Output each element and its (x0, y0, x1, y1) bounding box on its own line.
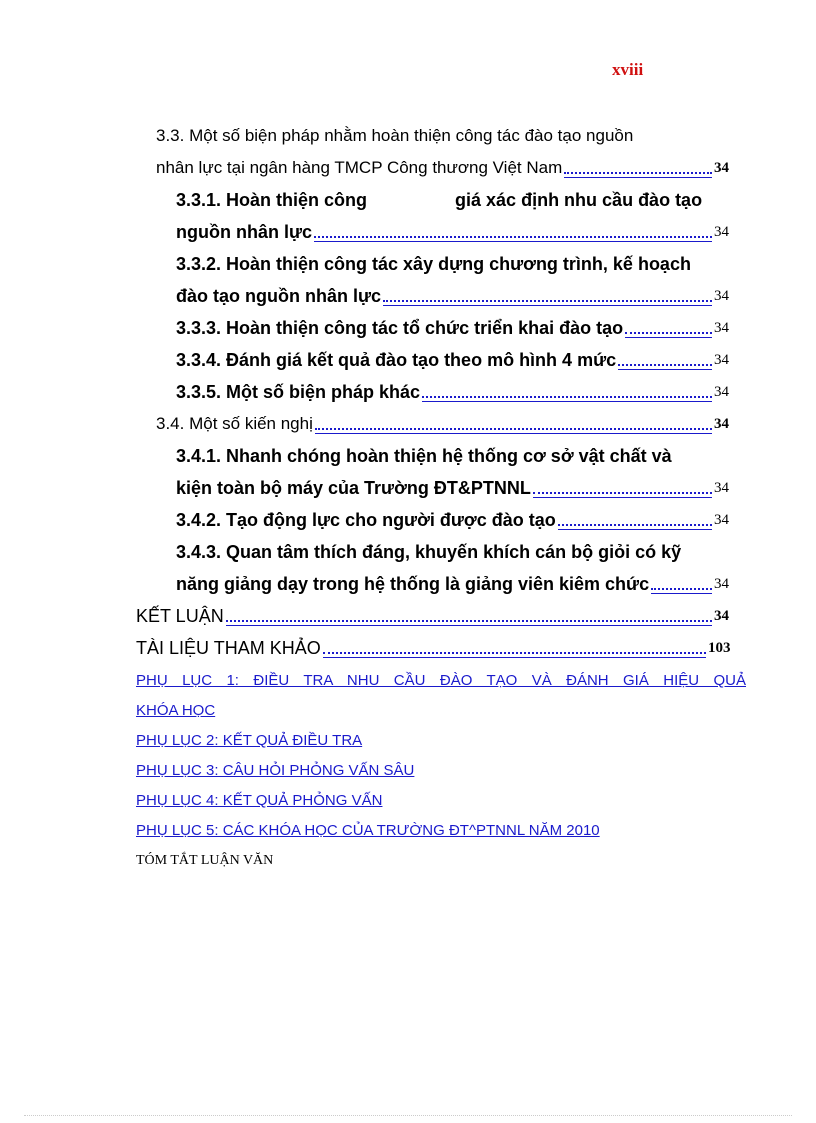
toc-entry-3-4-1-line1: 3.4.1. Nhanh chóng hoàn thiện hệ thống cơ sở vật chất và (176, 446, 672, 466)
toc-entry-3-4-1-text: kiện toàn bộ máy của Trường ĐT&PTNNL (176, 478, 531, 498)
toc-leader[interactable] (314, 231, 712, 242)
appendix-link-2[interactable]: PHỤ LỤC 2: KẾT QUẢ ĐIỀU TRA (136, 732, 363, 749)
toc-page-number: 34 (714, 288, 729, 304)
toc-leader[interactable] (323, 647, 706, 658)
toc-page-number: 34 (714, 224, 729, 240)
toc-leader[interactable] (226, 615, 712, 626)
toc-entry-3-3-5-text: 3.3.5. Một số biện pháp khác (176, 382, 421, 402)
toc-entry-3-4-2-text: 3.4.2. Tạo động lực cho người được đào tạo (176, 510, 556, 530)
toc-leader[interactable] (564, 167, 712, 178)
page-bottom-border (24, 1115, 792, 1116)
toc-entry-tai-lieu[interactable] (136, 632, 740, 664)
toc-page-number: 34 (714, 320, 729, 336)
toc-entry-3-3-2-text: đào tạo nguồn nhân lực (176, 286, 382, 306)
toc-page-number: 34 (714, 480, 729, 496)
toc-entry-3-3-line1: 3.3. Một số biện pháp nhằm hoàn thiện công tác đào tạo nguồn (156, 126, 634, 145)
toc-entry-3-3-1-text-a: 3.3.1. Hoàn thiện công (176, 190, 368, 210)
toc-entry-3-3-4[interactable] (176, 344, 740, 376)
toc-leader[interactable] (422, 391, 712, 402)
appendix-link-3[interactable]: PHỤ LỤC 3: CÂU HỎI PHỎNG VẤN SÂU (136, 762, 415, 779)
toc-leader[interactable] (625, 327, 712, 338)
toc-entry-3-4-1[interactable] (176, 472, 740, 504)
toc-entry-3-3-text: nhân lực tại ngân hàng TMCP Công thương Việt Nam (156, 158, 563, 177)
toc-entry-3-3-1-line1 (176, 184, 740, 216)
toc-leader[interactable] (383, 295, 712, 306)
toc-entry-3-4-2[interactable] (176, 504, 740, 536)
toc-entry-3-4-text: 3.4. Một số kiến nghị (156, 414, 313, 433)
toc-entry-tai-lieu-text: TÀI LIỆU THAM KHẢO (136, 638, 321, 658)
appendix-link-1-line2[interactable]: KHÓA HỌC (136, 702, 216, 719)
toc-page-number: 34 (714, 384, 729, 400)
toc-entry-3-3-3-text: 3.3.3. Hoàn thiện công tác tổ chức triển khai đào tạo (176, 318, 624, 338)
toc-page-number: 103 (708, 640, 731, 656)
toc-entry-3-3[interactable] (156, 152, 740, 184)
appendix-link-1-line1[interactable]: PHỤ LỤC 1: ĐIỀU TRA NHU CẦU ĐÀO TẠO VÀ ĐÁNH GIÁ HIỆU QUẢ (136, 672, 746, 689)
toc-entry-3-4-3[interactable] (176, 568, 740, 600)
toc-entry-3-3-4-text: 3.3.4. Đánh giá kết quả đào tạo theo mô hình 4 mức (176, 350, 617, 370)
summary-heading: TÓM TẮT LUẬN VĂN (136, 853, 274, 868)
toc-entry-3-3-1-text: nguồn nhân lực (176, 222, 313, 242)
toc-leader[interactable] (558, 519, 712, 530)
toc-page-number: 34 (714, 512, 729, 528)
appendix-link-5[interactable]: PHỤ LỤC 5: CÁC KHÓA HỌC CỦA TRƯỜNG ĐT^PTNNL NĂM 2010 (136, 822, 600, 839)
toc-entry-3-4-3-line1: 3.4.3. Quan tâm thích đáng, khuyến khích cán bộ giỏi có kỹ (176, 542, 682, 562)
toc-page-number: 34 (714, 608, 729, 624)
toc-entry-3-3-5[interactable] (176, 376, 740, 408)
appendix-link-4[interactable]: PHỤ LỤC 4: KẾT QUẢ PHỎNG VẤN (136, 792, 383, 809)
page-number: xviii (612, 60, 644, 79)
toc-entry-3-4[interactable] (156, 408, 740, 440)
toc-page-number: 34 (714, 160, 729, 176)
toc-leader[interactable] (533, 487, 712, 498)
toc-page-number: 34 (714, 352, 729, 368)
toc-leader[interactable] (315, 423, 712, 434)
toc-leader[interactable] (618, 359, 712, 370)
toc-entry-3-3-1-text-b: giá xác định nhu cầu đào tạo (455, 190, 703, 210)
toc-entry-ket-luan[interactable] (136, 600, 740, 632)
toc-entry-3-4-3-text: năng giảng dạy trong hệ thống là giảng viên kiêm chức (176, 574, 650, 594)
toc-entry-3-3-1[interactable] (176, 216, 740, 248)
toc-entry-3-3-2[interactable] (176, 280, 740, 312)
toc-entry-3-3-3[interactable] (176, 312, 740, 344)
toc-entry-ket-luan-text: KẾT LUẬN (136, 606, 224, 626)
toc-leader[interactable] (651, 583, 712, 594)
toc-entry-3-3-2-line1: 3.3.2. Hoàn thiện công tác xây dựng chương trình, kế hoạch (176, 254, 691, 274)
obscured-text (367, 191, 455, 211)
toc-page-number: 34 (714, 416, 729, 432)
toc-page-number: 34 (714, 576, 729, 592)
